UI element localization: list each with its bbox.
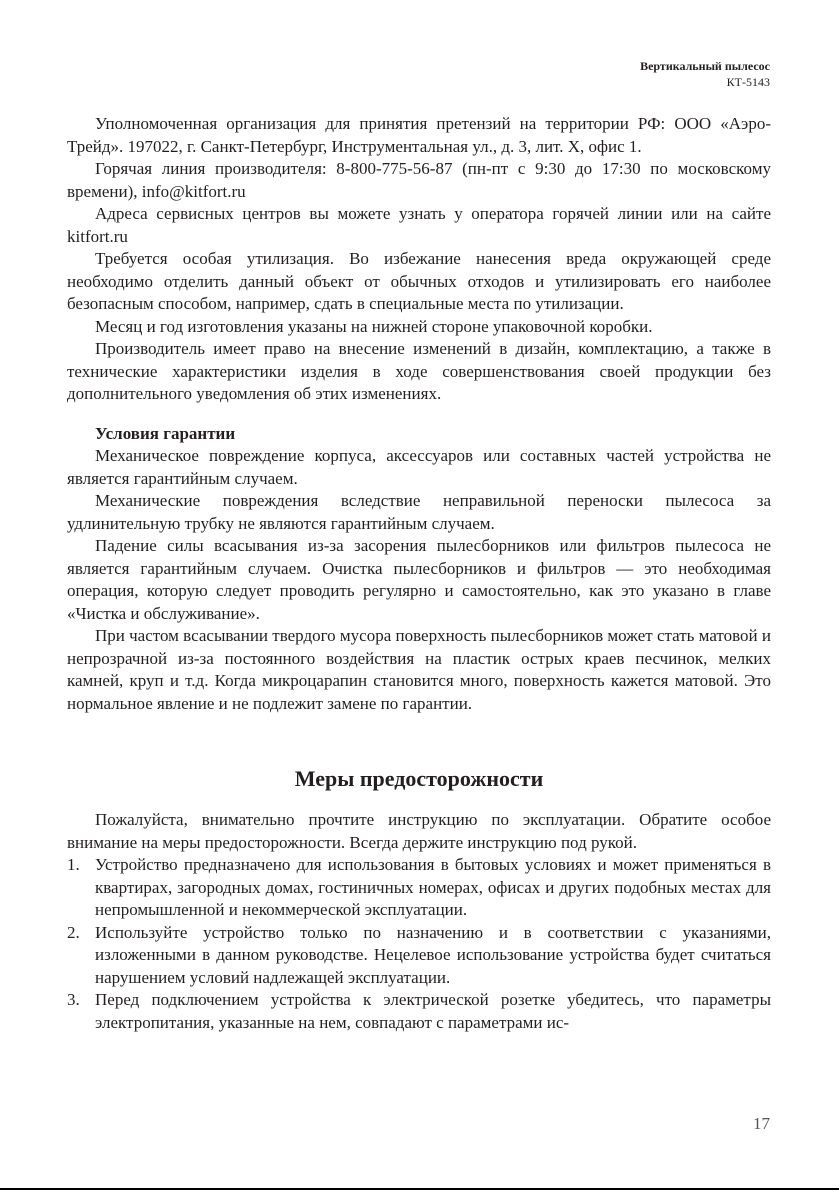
item-text: Устройство предназначено для использования в бытовых условиях и может применяться в квартирах, загородных домах, гостиничных номерах, офисах и других подобных местах для непромышленной и некоммерческой эксплуатации. — [95, 855, 771, 919]
page-number: 17 — [753, 1114, 770, 1133]
paragraph-disposal: Требуется особая утилизация. Во избежание нанесения вреда окружающей среде необходимо отделить данный объект от обычных отходов и утилизировать его наиболее безопасным способом, например, сдать в специальные места по утилизации. — [67, 249, 771, 313]
precautions-intro: Пожалуйста, внимательно прочтите инструкцию по эксплуатации. Обратите особое внимание на меры предосторожности. Всегда держите инструкцию под рукой. — [67, 810, 771, 852]
page-header — [640, 58, 770, 90]
item-number: 3. — [67, 990, 80, 1009]
warranty-paragraph: Падение силы всасывания из-за засорения пылесборников или фильтров пылесоса не является гарантийным случаем. Очистка пылесборников и фильтров — это необходимая операция, которую следует проводить регулярно и самостоятельно, как это указано в главе «Чистка и обслуживание». — [67, 536, 771, 623]
precaution-item — [67, 989, 771, 1034]
warranty-paragraph: Механические повреждения вследствие неправильной переноски пылесоса за удлинительную трубку не являются гарантийным случаем. — [67, 491, 771, 533]
warranty-paragraph: При частом всасывании твердого мусора поверхность пылесборников может стать матовой и непрозрачной из-за постоянного воздействия на пластик острых краев песчинок, мелких камней, круп и т.д. Когда микроцарапин становится много, поверхность кажется матовой. Это нормальное явление и не подлежит замене по гарантии. — [67, 626, 771, 713]
header-product: Вертикальный пылесос — [640, 59, 770, 73]
warranty-paragraph: Механическое повреждение корпуса, аксессуаров или составных частей устройства не является гарантийным случаем. — [67, 446, 771, 488]
header-model: КТ-5143 — [726, 75, 770, 89]
item-number: 2. — [67, 922, 80, 942]
precautions-heading: Меры предосторожности — [294, 766, 544, 791]
precaution-item — [67, 922, 771, 990]
paragraph-authorized-org: Уполномоченная организация для принятия претензий на территории РФ: ООО «Аэро-Трейд». 197022, г. Санкт-Петербург, Инструментальная ул., д. 3, лит. Х, офис 1. — [67, 114, 771, 156]
page-content — [67, 113, 771, 1034]
paragraph-manufacture-date: Месяц и год изготовления указаны на нижней стороне упаковочной коробки. — [95, 316, 653, 336]
warranty-title: Условия гарантии — [95, 423, 236, 443]
bottom-rule — [0, 1188, 839, 1190]
item-text: Перед подключением устройства к электрической розетке убедитесь, что параметры электропитания, указанные на нем, совпадают с параметрами ис- — [95, 990, 771, 1032]
paragraph-changes: Производитель имеет право на внесение изменений в дизайн, комплектацию, а также в технические характеристики изделия в ходе совершенствования своей продукции без дополнительного уведомления об этих изменениях. — [67, 339, 771, 403]
item-number: 1. — [67, 855, 80, 874]
paragraph-service-centers: Адреса сервисных центров вы можете узнать у оператора горячей линии или на сайте kitfort.ru — [67, 204, 771, 246]
paragraph-hotline: Горячая линия производителя: 8-800-775-56-87 (пн-пт с 9:30 до 17:30 по московскому времени), info@kitfort.ru — [67, 159, 771, 201]
item-text: Используйте устройство только по назначению и в соответствии с указаниями, изложенными в данном руководстве. Нецелевое использование устройства будет считаться нарушением условий надлежащей эксплуатации. — [95, 922, 771, 987]
precaution-item — [67, 854, 771, 922]
